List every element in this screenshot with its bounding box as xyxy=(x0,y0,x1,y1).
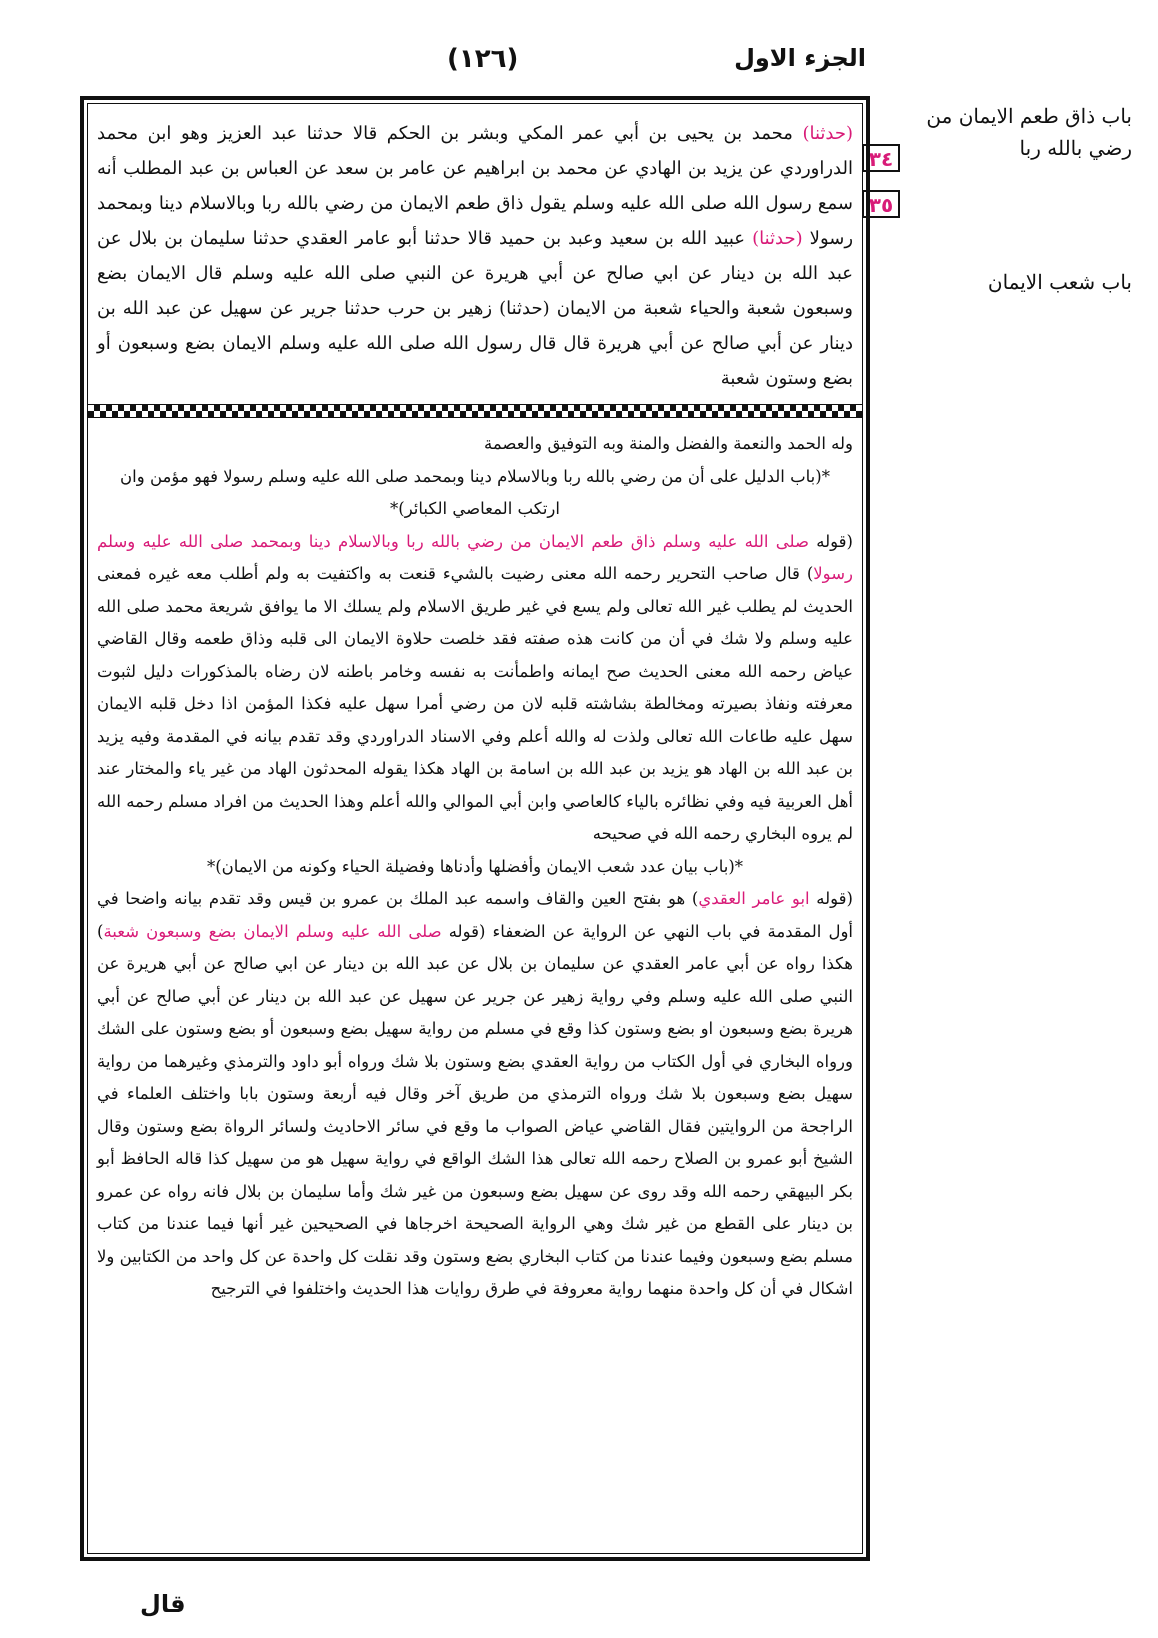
volume-title: الجزء الاول xyxy=(734,44,866,72)
hadith-number-35: ٣٥ xyxy=(862,190,900,218)
qawluhu-open: (قوله xyxy=(448,921,486,941)
qawluhu-open: (قوله xyxy=(816,889,853,908)
commentary-text: ) قال صاحب التحرير رحمه الله معنى رضيت بالشيء قنعت به واكتفيت به ولم أطلب معه غيره فمعنى الحديث لم يطلب غير الله تعالى ولم يسع في غير طريق الاسلام ولم يسلك الا ما يوافق شريعة محمد صلى الله عليه وسلم ولا شك في أن من كانت هذه صفته فقد خلصت حلاوة الايمان الى قلبه وذاق طعمه وقال القاضي عياض رحمه الله معنى الحديث صح ايمانه واطمأنت به نفسه وخامر باطنه لان رضاه بالمذكورات دليل لثبوت معرفته ونفاذ بصيرته ومخالطة بشاشته قلبه لان من رضي أمرا سهل عليه فكذا المؤمن اذا دخل قلبه الايمان سهل عليه طاعات الله تعالى ولذت له والله أعلم وفي الاسناد الدراوردي وقد تقدم بيانه في المقدمة وفيه يزيد بن عبد الله بن الهاد هو يزيد بن عبد الله بن اسامة بن الهاد هكذا يقوله المحدثون الهاد من غير ياء والمختار عند أهل العربية فيه وفي نظائره بالياء كالعاصي وابن أبي الموالي والله أعلم وهذا الحديث من افراد مسلم رحمه الله لم يروه البخاري رحمه الله في صحيحه xyxy=(97,564,853,843)
quoted-hadith: صلى الله عليه وسلم الايمان بضع وسبعون شعبة xyxy=(103,921,442,941)
hadith-1-text: محمد بن يحيى بن أبي عمر المكي وبشر بن الحكم قالا حدثنا عبد العزيز وهو ابن محمد الدراوردي عن يزيد بن الهادي عن محمد بن ابراهيم عن عامر بن سعد عن العباس بن عبد المطلب أنه سمع رسول الله صلى الله عليه وسلم يقول ذاق طعم الايمان من رضي بالله ربا وبالاسلام دينا وبمحمد رسولا xyxy=(97,123,854,249)
commentary-paragraph-1 xyxy=(97,526,853,851)
sharh-intro: وله الحمد والنعمة والفضل والمنة وبه التوفيق والعصمة xyxy=(484,434,853,453)
hadith-number-34: ٣٤ xyxy=(862,144,900,172)
quoted-hadith: ابو عامر العقدي xyxy=(698,889,810,908)
quoted-hadith: صلى الله عليه وسلم ذاق طعم الايمان من رضي بالله ربا وبالاسلام دينا وبمحمد صلى الله عليه وسلم رسولا xyxy=(97,531,853,583)
qawluhu-open: (قوله xyxy=(816,531,853,551)
hadith-3-prefix: (حدثنا) xyxy=(499,298,550,319)
hadith-2-text: عبيد الله بن سعيد وعبد بن حميد قالا حدثنا أبو عامر العقدي حدثنا سليمان بن بلال عن عبد الله بن دينار عن ابي صالح عن أبي هريرة عن النبي صلى الله عليه وسلم قال الايمان بضع وسبعون شعبة والحياء شعبة من الايمان xyxy=(97,228,853,319)
matn-text xyxy=(97,116,853,396)
page-number: (١٢٦) xyxy=(447,44,519,74)
bab-heading-1: *(باب الدليل على أن من رضي بالله ربا وبالاسلام دينا وبمحمد صلى الله عليه وسلم رسولا فهو مؤمن وان ارتكب المعاصي الكبائر)* xyxy=(120,466,830,518)
hadith-1-prefix: (حدثنا) xyxy=(802,123,853,144)
hadith-3-text: زهير بن حرب حدثنا جرير عن سهيل عن عبد الله بن دينار عن أبي صالح عن أبي هريرة قال قال رسول الله صلى الله عليه وسلم الايمان بضع وسبعون أو بضع وستون شعبة xyxy=(97,298,853,389)
sharh-commentary xyxy=(97,428,853,1534)
checker-divider xyxy=(88,404,862,418)
bab-heading-2: *(باب بيان عدد شعب الايمان وأفضلها وأدناها وفضيلة الحياء وكونه من الايمان)* xyxy=(206,856,744,876)
margin-bab-title-2: باب شعب الايمان xyxy=(987,270,1132,294)
commentary-text: ) هو بفتح العين والقاف واسمه عبد الملك بن عمرو بن قيس وقد تقدم بيانه واضحا في أول المقدمة في باب النهي عن الرواية عن الضعفاء xyxy=(97,889,853,941)
commentary-text: ) هكذا رواه عن أبي عامر العقدي عن سليمان بن بلال عن عبد الله بن دينار عن ابي صالح عن أبي هريرة عن النبي صلى الله عليه وسلم وفي رواية زهير عن جرير عن سهيل عن عبد الله بن دينار عن أبي صالح عن أبي هريرة بضع وسبعون او بضع وستون كذا وقع في مسلم من رواية سهيل بضع وسبعون أو بضع وستون على الشك ورواه البخاري في أول الكتاب من رواية العقدي بضع وستون بلا شك ورواه أبو داود والترمذي وغيرهما من رواية سهيل بضع وسبعون بلا شك ورواه الترمذي من طريق آخر وقال فيه أربعة وستون بابا واختلف العلماء في الراجحة من الروايتين فقال القاضي عياض الصواب ما وقع في سائر الاحاديث ولسائر الرواة بضع وستون وقال الشيخ أبو عمرو بن الصلاح رحمه الله تعالى هذا الشك الواقع في رواية سهيل هو من سهيل كذا قاله الحافظ أبو بكر البيهقي رحمه الله وقد روى عن سهيل بضع وسبعون من غير شك وأما سليمان بن بلال فانه رواه عن عمرو بن دينار على القطع من غير شك وهي الرواية الصحيحة اخرجاها في الصحيحين غير أنها فيما عندنا من كتاب مسلم بضع وسبعون وفيما عندنا من كتاب البخاري بضع وستون وقد نقلت كل واحدة عن كل واحد من الكتابين ولا اشكال في أن كل واحدة منهما رواية معروفة في طرق روايات هذا الحديث واختلفوا في الترجيح xyxy=(97,921,853,1298)
commentary-paragraph-2 xyxy=(97,883,853,1306)
hadith-2-prefix: (حدثنا) xyxy=(752,228,803,249)
catchword: قال xyxy=(140,1590,186,1618)
margin-bab-title-1: باب ذاق طعم الايمان من رضي بالله ربا xyxy=(926,104,1132,160)
